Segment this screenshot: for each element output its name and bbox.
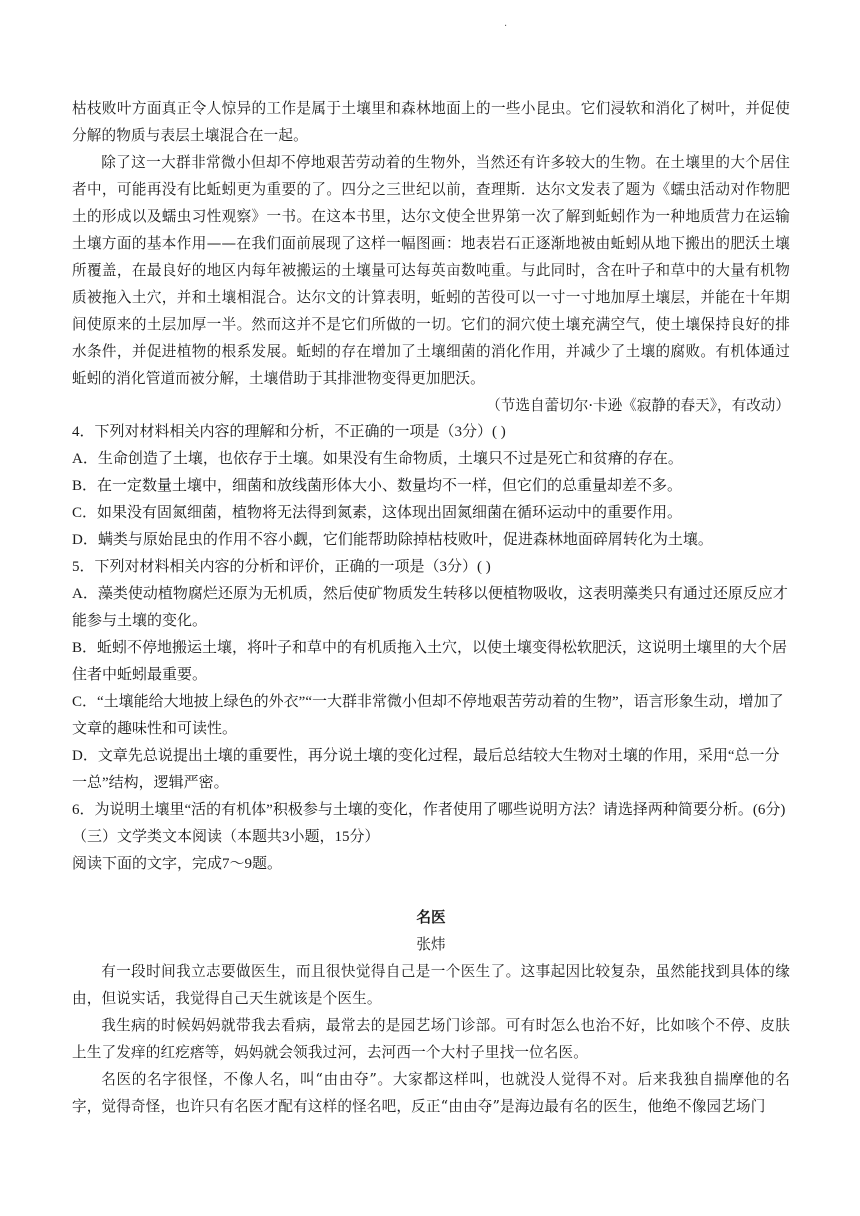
header-mark: .: [504, 18, 508, 29]
question-5-stem: 5．下列对材料相关内容的分析和评价，正确的一项是（3分）( ): [72, 559, 491, 575]
story-paragraph-1: 有一段时间我立志要做医生，而且很快觉得自己是一个医生了。这事起因比较复杂，虽然能找到具体的缘由，但说实话，我觉得自己天生就该是个医生。: [72, 963, 790, 1007]
questions-block: [72, 419, 790, 878]
passage-paragraph-2: 除了这一大群非常微小但却不停地艰苦劳动着的生物外，当然还有许多较大的生物。在土壤里的大个居住者中，可能再没有比蚯蚓更为重要的了。四分之三世纪以前，查理斯．达尔文发表了题为《蠕虫活动对作物肥土的形成以及蠕虫习性观察》一书。在这本书里，达尔文使全世界第一次了解到蚯蚓作为一种地质营力在运输土壤方面的基本作用——在我们面前展现了这样一幅图画：地表岩石正逐渐地被由蚯蚓从地下搬出的肥沃土壤所覆盖，在最良好的地区内每年被搬运的土壤量可达每英亩数吨重。与此同时，含在叶子和草中的大量有机物质被拖入土穴，并和土壤相混合。达尔文的计算表明，蚯蚓的苦役可以一寸一寸地加厚土壤层，并能在十年期间使原来的土层加厚一半。然而这并不是它们所做的一切。它们的洞穴使土壤充满空气，使土壤保持良好的排水条件，并促进植物的根系发展。蚯蚓的存在增加了土壤细菌的消化作用，并减少了土壤的腐败。有机体通过蚯蚓的消化管道而被分解，土壤借助于其排泄物变得更加肥沃。: [72, 154, 790, 387]
question-6: 6．为说明土壤里“活的有机体”积极参与土壤的变化，作者使用了哪些说明方法？请选择两种简要分析。(6分): [72, 802, 786, 818]
story-paragraph-2: 我生病的时候妈妈就带我去看病，最常去的是园艺场门诊部。可有时怎么也治不好，比如咳个不停、皮肤上生了发痒的红疙瘩等，妈妈就会领我过河，去河西一个大村子里找一位名医。: [72, 1017, 790, 1061]
section-3-heading: （三）文学类文本阅读（本题共3小题，15分）: [72, 829, 380, 845]
reading-instruction: 阅读下面的文字，完成7～9题。: [72, 856, 283, 872]
question-5-option-a: A．藻类使动植物腐烂还原为无机质，然后使矿物质发生转移以便植物吸收，这表明藻类只有通过还原反应才能参与土壤的变化。: [72, 586, 788, 629]
story-paragraph-3: 名医的名字很怪，不像人名，叫“由由夺”。大家都这样叫，也就没人觉得不对。后来我独自揣摩他的名字，觉得奇怪，也许只有名医才配有这样的怪名吧，反正“由由夺”是海边最有名的医生，他绝不像园艺场门: [72, 1071, 790, 1115]
question-4-option-d: D．螨类与原始昆虫的作用不容小觑，它们能帮助除掉枯枝败叶，促进森林地面碎屑转化为土壤。: [72, 532, 713, 548]
passage-paragraph-1: 枯枝败叶方面真正令人惊异的工作是属于土壤里和森林地面上的一些小昆虫。它们浸软和消化了树叶，并促使分解的物质与表层土壤混合在一起。: [72, 100, 790, 144]
story-title: 名医: [416, 909, 446, 926]
question-5-option-d: D．文章先总说提出土壤的重要性，再分说土壤的变化过程，最后总结较大生物对土壤的作用，采用“总一分一总”结构，逻辑严密。: [72, 748, 780, 791]
story-block: [72, 904, 790, 1120]
passage-source: （节选自蕾切尔·卡逊《寂静的春天》，有改动）: [486, 397, 790, 414]
question-4-option-a: A．生命创造了土壤，也依存于土壤。如果没有生命物质，土壤只不过是死亡和贫瘠的存在。: [72, 451, 683, 467]
question-4-stem: 4．下列对材料相关内容的理解和分析，不正确的一项是（3分）( ): [72, 424, 506, 440]
story-author: 张炜: [416, 936, 446, 953]
question-5-option-b: B．蚯蚓不停地搬运土壤，将叶子和草中的有机质拖入土穴，以使土壤变得松软肥沃，这说明土壤里的大个居住者中蚯蚓最重要。: [72, 640, 788, 683]
question-4-option-c: C．如果没有固氮细菌，植物将无法得到氮素，这体现出固氮细菌在循环运动中的重要作用。: [72, 505, 683, 521]
question-4-option-b: B．在一定数量土壤中，细菌和放线菌形体大小、数量均不一样，但它们的总重量却差不多。: [72, 478, 683, 494]
question-5-option-c: C．“土壤能给大地披上绿色的外衣”“一大群非常微小但却不停地艰苦劳动着的生物”，语言形象生动，增加了文章的趣味性和可读性。: [72, 694, 784, 737]
